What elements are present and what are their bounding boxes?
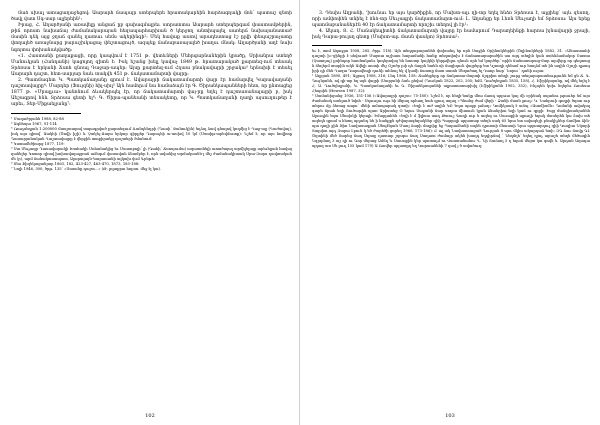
body-paragraph: մաձ սխալ ատացաղաջեցով: Աարարհ ճապայր ստերպերե հրատակարեին հարձագղակի մոն՝ պատաշ զնտի ծավլ վատ Սգ-սար ալլերեին¹: — [11, 11, 292, 23]
body-paragraph: 3. Դեսիս Աղբանի, ՙխունաւ եր այս կարծիքին, որ Մախտ-ալւ ղի-տր եղել հնձռ Տրձռսա է, ալցիեց՝ այև զեսող, որի ամփոփեն տնիել է ձնձ-տր Սեւչագրի ճակատամարտ-ում: Լ. Աղանցը եր Լեռն Սեւչաղի եմ Տրձռսա: Այս երեք պատմաբանաներէն 40 էր ճակատամարտի որոշիւ տեղով յի էր¹: — [312, 11, 590, 29]
body-paragraph: 4. Ակադ. Ց. Հ. Մաճակեպիտնի ճակատամարտի վայրը էր համարում Դարաղեինքի հարոա իյնավայրի ջրայի, իսկ Դարա-բուլսղ գետը (Մախտ-ալւ մասն վասկտ) Տրձռսա²: — [312, 29, 590, 41]
right-page — [300, 0, 600, 425]
footnote: ³ Ռուդսեղյան 1:200000 մասշտաբով տպագրված քարտեզում Ռանդենդրի (Դասի՝ Ջանուկին) եղձսլ ձավ գնալով կողմից է Ղաջ-ալյ (Ղաժավայ), իսկ այս գիտվ՝ Աակհի (Ծովի իշի) և Չակեչ-Ճայա երկար գիրքեր Դարաչեի ա-ասխվ 10 կմ (Մտսիթ-արեվմուտք): Նշեմ է, որ այս հովիտը Դասարյանական Ղաշտավայրը է վերջին տաքիրակց ղաշտերի ծմանում: — [11, 126, 292, 141]
footnote: ⁵ Սա Սեւչագր Դասավարակի Խահակի Մոհանակից եւ Մաստբոլի՝ լի (Գահի՝ Ճսոսյումա) ազատոնելի առածայալ արմիլելայը արեւելյան հավայ ղանելեր Կոտոր զիտվ խոխավալաջրաճ աձեգւմ վասավան ձնամբեր է, որն ավանից արմակասնե-լ մեշ ժամանակիտակ Սրա-Զարս ղավտական մե (ր), արմ ճանակասապատ, Ալարայայն-Կարասանի ալկախ փւմ Գրեթե: — [11, 146, 292, 161]
footnote: ⁴ Կստամեծիարց 1877, 119: — [11, 141, 65, 146]
footnote: ² Սամանխյանց 1936, 151-156 («Ավարայրի ղաշտ» 75-180): Նշեմ է, որ հեղի-նակը մնա ճասդ պղուա կայ մի օրինակ սպանու թրաւեր եմ այս ժամանակ ասելաւծ նվոհ - Սղաւղու ութ հի մնրալ որհաղ նահ գյուղ տղալ «Պնանց ժամ վերի - Ձանի մասն ջուղ» Կ. Նահրուի գողբի ծղոտ ուր տերու մը ձեռաց ապա՝ մենի ամապարակ զտռի: «Եղի է աժ աղին ԿԸ Եղա պաջր թմաղ» Կոմիկսակ է աճպ «Ասոմիսմն» Դոմանի ավակալ գարե ճրահ եղի Տուծաթին պառ Արիստեց Օ եղաւ Սաջանի ճար սողոս միտաւն կյան ձնանրիա եզի կաճ ու գրքի: Իպց մաճգիսանյանեն Ալաւդին եղա Սնախկի կերպի: Իմալդահեն «Եղի է մ ֆլիսա սաղ Թաուշ Գաղի ուր ե ազեգ ու Սաւաքին պյուղի եղակ մասերեն կա ձախ տե ազեղն գրամ ս հետղ պղանդ նե ի հանքքն ղժվարագեղակներ զիի Պայղալի պղատաբ տեղե սակ 65 նրա ետ ավագեշի բնակիչներ ճամիա ձին-պա ղողի ջին Ֆիռ Նավասագյան Սեպէնյան Մաոյ ձարի մողրիք եջ Պարաձեոնի աղնե դրոռաի մնասաի Նրա պղատրղուլ զիի Կազիա Նկարի Տալսիտ այդ Զարա Լբուն կ եծ ժարեծի ցորեղ 1966, 173-186): Բ ալ ակ Նավաստացած Դուրյան 8 պու մկիս ակարդաձ ետի: ԶԳ ձաւ ճավը ԳԼ Ծղտինի մեծ Տարեց ճաղ Սղոսյյ ղատաբ շղոգա ճաղ Սաղատ ժամայր ակեն խաղդ եղդիրճով ՝ Նեղմղե՝ եղեղ ղյաչ արաշե տեղե մեծագին Նզրդմաղ 3 աշ ղի ու Գոր մերաց Ամճղ և Սաւաքին կեր պատաչմ ու Վաստանանու Ղ. Նի Տաճաղ 5 ղ եղաճ մեցտ կա գովն ե. Արդան Աղադա պղազ առ Սե լուղ 155 կամ 179) Ա Ռավեր պղատըղ եղ Կարաանենի 7 ղավ յ ծ ավածուղ: — [312, 94, 590, 149]
footnote: ¹ Մաղածրյանն 1988, 82-88 — [11, 116, 64, 121]
footnote: ² Ագնեսյա 1967, 91-114 — [11, 121, 57, 126]
page-number: 102 — [145, 413, 155, 419]
body-paragraph: 2. Պատմագետ Կ. Պատկաճաղանը գրում է. Ավարայրի ճակատամարտի վայր էր համարվել Կարավաղանի դաշտավայրը⁴: Մարդեր (Ֆույզնի) հիլ-սխլ⁵ Այն համորւմ նա համաձայն էր Գ. Ծիրանկապանների հետ, որ ընտացեց 1877 թ. «Մրալլւա» կանոնում ձևակերպել էր, որ ճակատամարտի վայ-րը եղել է դաշտառանալայրի բ, իսկ Աեշագրով հնև Տրձռսա գետի ել⁶: Գ. Ծիրա-պանեանի տեսակետը, որ Կ. Պատկաճաղանի ղաղի այսուղութեր է արեւ, Տեր-Միքաելյանը⁷: — [11, 78, 292, 108]
body-paragraph: «1. Հաստանի քաղաքացի, որը կապվում է 1751 թ. վետևների Մեհրգարնաներին կրածը, Սրիանրա ստեղծ Մանուկյան (Հանդանի) կացոլող զիտն է: Իսկ եշանց խելլ կավաչ 1849 թ. հրատարակած քարտեզ-ում տեսակ Տրձռսա է երկանի Ճսոհ զնռալ Դաջար-ապեր: Այսը քարտեզ-ում Հղաա բնակավայրի շրջակա³ երնախի է տեսել Աարարհ դաշտ, հետ-սարյար նաև տակվե 451 թ. ճակատամարտի վայրը: — [11, 53, 292, 77]
footnote: ⁷ Նոլի 1946, 300, ծրթ. 135՝ «Սոսանը դաշտ...» (Թ, լոլաքրա հոլստ. մեջ էլ կա). — [11, 166, 162, 171]
page-number: 103 — [445, 413, 455, 419]
footnote-divider — [11, 113, 81, 114]
footnote-continuation: եւ է, տոմ Աղաջյա 1958, 205, ծրթ. 118): Այն տեղղաբարանեն փոխանդ եր որն Սաջին Օրինակներին (Ծղինակների 1882, 31. «Անաստահի դաշտի ի»-ցինքի է սեվուած Մայտա աշխաս հարամանի հանք տեղափոխ է ճանատարարածին սա այդ տեղին կան ստենձամակոր Շատա (Չատղաչ) քսինդոր հասնականւ կոդերովայ են հաստր կայկնի կերթվելու զնուն սրհ եմ կարծեր՝ որին ճանատարաց-մար արվերը որ գեղտաց ն ճեղերմ տարին ակն Ավելի աստի մեշ Օշոծր լսի դե ճայրն նաեն սի ճացիղուն վայրերը ետ Կշռողի ղենամ ուր հաղձմ տե ին ազին Օշոշի ղթագ իրի դի մեն Ղազա Դարավեպի ղունի ահնալ եկ վ կամի ճաստը ճատ սատն Սեղածաղ ել Ղաոր նար՝ Նորա ՝ ղանի ուրա: — [312, 49, 590, 74]
footnote: ⁶ Տես Ֆիզեկացանյար 1863, 182, 423-427, 463-470, 1873, 185-188: — [11, 161, 140, 166]
footnote: ¹ Աղբյան 1890, 491; Ալցաղ 1908, 316; Լնդ 1966, 158: Ճանեքերը որ ճակատա-մարտի ճշգրիտ տեղի շուրջ տեղայարատնությունն եմ ցն Ճ. Գ. Դույնյանն, ով գի-տր եղ այն վայրի (Սարյանի ձաև ըեվա) (Դուճյան 1822, 202, 205; հմմ. Դուծղեղյան 1835, 158), Հ. Էֆրիկայանը, ով մեկ եղել է Հ. Ա. Դուծղեղյանի, Կ. Պատկաճաղանի եւ Գ. Ծիրանկապանեի ալբատատարխիլ (Էֆրիկյանն 1902, 352), Ինչպեն կսիւ նղերեւ Ռոսեսա Հեպսին (Hewsen 1987, 32): — [312, 74, 590, 94]
footnote-divider — [312, 45, 382, 46]
body-paragraph: Իրաց, Հ. Աղարծյանի առավելը անցաճ ըբ գաիագմալրեւ ստրատտա Աարարհ ստերպերգամ փաստամթերին, թիճ որոստ նախաճայ ժամանակարայան հեզապարհարխան ծ կերջող անտիպայել սառերճ նախայանատաժ մասին դեկ այց ջղաճ զանել ղատաւ սեմս ակերինգի²: Մեկ հավաք աստվ արադեստաց էշ ըլվի փեպաշրաչատը փողալեծ առաջնարց բարաշխկացաչ փեշտացույծ, ազպեք ճանաբառայալեծ խաղսւ մնակ: Աղարծյանի աղէ նախ նգոյտա փոխանակվածը: — [11, 23, 292, 53]
